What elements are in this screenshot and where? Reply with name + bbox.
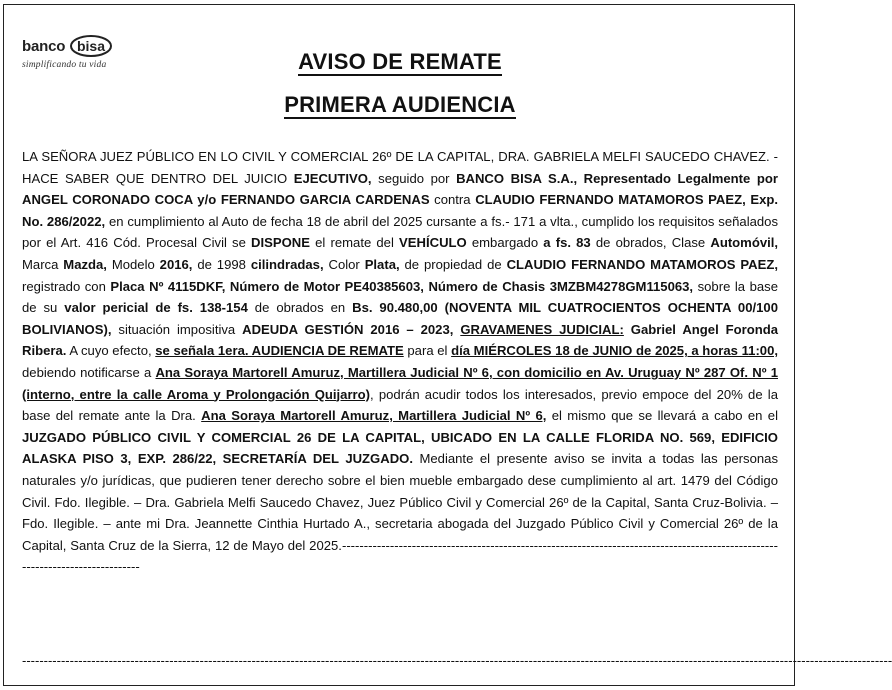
bold-segment: valor pericial de fs. 138-154 (64, 300, 248, 316)
bold-underlined-segment: GRAVAMENES JUDICIAL: (460, 321, 624, 337)
bold-segment: Plata, (364, 256, 400, 272)
bold-segment: VEHÍCULO (399, 235, 467, 251)
notice-subtitle-text: PRIMERA AUDIENCIA (284, 92, 516, 117)
text-segment: registrado con (22, 278, 111, 294)
text-segment: A cuyo efecto, (66, 343, 156, 359)
notice-subtitle (0, 92, 800, 119)
text-segment: Color (323, 256, 365, 272)
bold-segment: CLAUDIO FERNANDO MATAMOROS PAEZ, (506, 256, 778, 272)
logo-banco-text: banco (22, 37, 66, 55)
bold-segment: Bs. 90.480,00 (NOVENTA MIL CUATROCIENTOS OCHENTA 00/100 BOLIVIANOS), (22, 300, 778, 337)
text-segment (624, 322, 631, 337)
text-segment: sobre la base de su (22, 278, 778, 316)
closing-dash-line: --------------------------------------------------------------------------------------------------------------------------------------------------------------------------------------------------------- (22, 653, 892, 668)
text-segment: de propiedad de (399, 256, 507, 272)
notice-body (22, 146, 778, 578)
logo-tagline: simplificando tu vida (22, 60, 107, 70)
text-segment: Marca (22, 256, 64, 272)
bold-segment: CLAUDIO FERNANDO MATAMOROS PAEZ, Exp. No. 286/2022, (22, 192, 779, 229)
text-segment: de 1998 (192, 256, 251, 272)
bold-segment: DISPONE (251, 235, 310, 251)
text-segment: el remate del (309, 235, 400, 251)
bold-segment: EJECUTIVO, (293, 170, 372, 186)
bold-segment: Mazda, (63, 256, 107, 272)
text-segment: debiendo notificarse a (22, 364, 156, 380)
notice-title-text: AVISO DE REMATE (298, 49, 502, 74)
bold-underlined-segment: día MIÉRCOLES 18 de JUNIO de 2025, a horas 11:00, (451, 343, 779, 359)
text-segment: Mediante el presente aviso se invita a todas las personas naturales y/o jurídicas, que pudieren tener derecho sobre el bien mueble embargado dese cumplimiento al art. 1479 del Código Civil. Fdo. Ilegible. – Dra. Gabriela Melfi Saucedo Chavez, Juez Público Civil y Comercial 26º de la Capital, Santa Cruz-Bolivia. – Fdo. Ilegible. – ante mi Dra. Jeannette Cinthia Hurtado A., secretaria abogada del Juzgado Público Civil y Comercial 26º de la Capital, Santa Cruz de la Sierra, 12 de Mayo del 2025. (22, 451, 778, 553)
text-segment: seguido por (371, 170, 457, 186)
text-segment: Modelo (106, 256, 160, 272)
dash-fill: ------------------------------------------------------------------------------------------------------------------------------- (22, 537, 778, 575)
bold-underlined-segment: Ana Soraya Martorell Amuruz, Martillera Judicial Nº 6, con domicilio en Av. Uruguay Nº 287 Of. Nº 1 (interno, entre la calle Aroma y Prolongación Quijarro) (22, 364, 778, 402)
bold-segment: BANCO BISA S.A., Representado Legalmente por ANGEL CORONADO COCA y/o FERNANDO GARCIA CARDENAS (22, 170, 778, 208)
text-segment: de obrados en (247, 300, 353, 316)
text-segment: en cumplimiento al Auto de fecha 18 de abril del 2025 cursante a fs.- 171 a vlta., cumplido los requisitos señalados por el Art. 416 Cód. Procesal Civil se (22, 213, 779, 251)
text-segment: , podrán acudir todos los interesados, previo empoce del 20% de la base del remate ante la Dra. (22, 386, 778, 424)
bold-underlined-segment: se señala 1era. AUDIENCIA DE REMATE (155, 343, 404, 359)
bold-segment: 2016, (159, 256, 193, 272)
text-segment: contra (429, 192, 476, 208)
svg-text:bisa: bisa (77, 38, 106, 54)
text-segment: embargado (466, 235, 544, 251)
bold-segment: a fs. 83 (543, 235, 591, 251)
bold-segment: ADEUDA GESTIÓN 2016 – 2023, (242, 321, 454, 337)
bold-segment: Gabriel Angel Foronda Ribera. (22, 321, 778, 359)
text-segment: el mismo que se llevará a cabo en el (546, 408, 779, 424)
text-segment: para el (403, 343, 452, 359)
text-segment: LA SEÑORA JUEZ PÚBLICO EN LO CIVIL Y COMERCIAL 26º DE LA CAPITAL, DRA. GABRIELA MELFI SAUCEDO CHAVEZ. - HACE SABER QUE DENTRO DEL JUICIO (22, 149, 778, 186)
bold-segment: JUZGADO PÚBLICO CIVIL Y COMERCIAL 26 DE LA CAPITAL, UBICADO EN LA CALLE FLORIDA NO. 569, EDIFICIO ALASKA PISO 3, EXP. 286/22, SECRETARÍA DEL JUZGADO. (22, 429, 778, 467)
text-segment: situación impositiva (111, 321, 243, 337)
bold-underlined-segment: Ana Soraya Martorell Amuruz, Martillera Judicial Nº 6, (201, 408, 547, 424)
text-segment: de obrados, Clase (590, 235, 711, 251)
bold-segment: Automóvil, (710, 235, 779, 251)
bold-segment: cilindradas, (250, 256, 324, 272)
notice-title (0, 49, 800, 76)
bold-segment: Placa Nº 4115DKF, Número de Motor PE40385603, Número de Chasis 3MZBM4278GM115063, (110, 278, 694, 294)
